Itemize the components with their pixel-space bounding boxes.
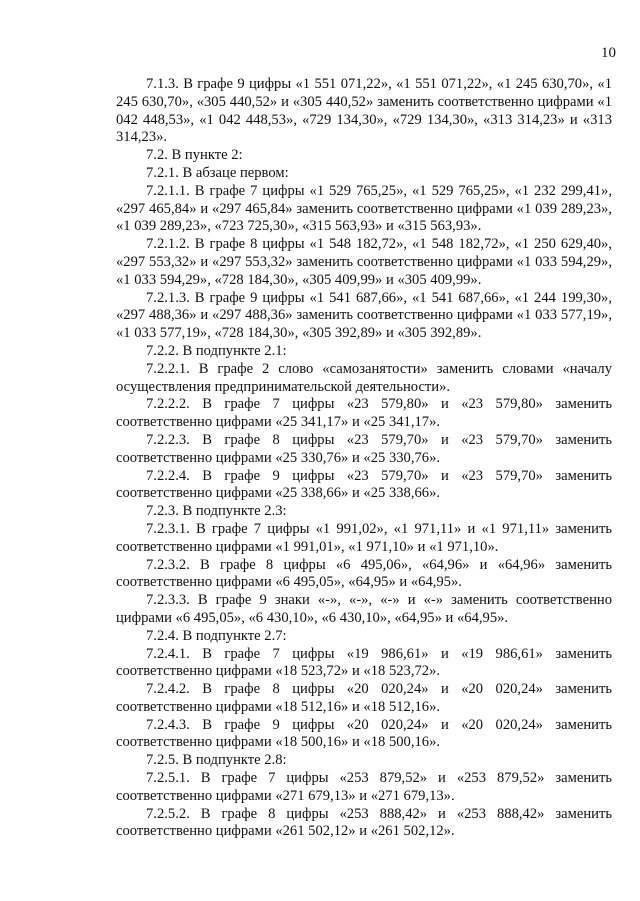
paragraph-7-1-3: 7.1.3. В графе 9 цифры «1 551 071,22», «1 551 071,22», «1 245 630,70», «1 245 630,70», «305 440,52» и «305 440,52» заменить соответственно цифрами «1 042 448,53», «1 042 448,53», «729 134,30», «729 134,30», «313 314,23» и «313 314,23».	[116, 76, 612, 146]
paragraph-7-2-1-2: 7.2.1.2. В графе 8 цифры «1 548 182,72», «1 548 182,72», «1 250 629,40», «297 553,32» и «297 553,32» заменить соответственно цифрами «1 033 594,29», «1 033 594,29», «728 184,30», «305 409,99» и «305 409,99».	[116, 236, 612, 288]
paragraph-7-2-5-2: 7.2.5.2. В графе 8 цифры «253 888,42» и «253 888,42» заменить соответственно цифрами «261 502,12» и «261 502,12».	[116, 805, 612, 840]
paragraph-7-2-2: 7.2.2. В подпункте 2.1:	[146, 342, 287, 359]
paragraph-7-2-2-4: 7.2.2.4. В графе 9 цифры «23 579,70» и «23 579,70» заменить соответственно цифрами «25 338,66» и «25 338,66».	[116, 467, 612, 502]
paragraph-7-2-5: 7.2.5. В подпункте 2.8:	[146, 752, 287, 769]
paragraph-7-2-2-1: 7.2.2.1. В графе 2 слово «самозанятости» заменить словами «началу осуществления предпринимательской деятельности».	[116, 360, 612, 395]
paragraph-7-2-3-1: 7.2.3.1. В графе 7 цифры «1 991,02», «1 971,11» и «1 971,11» заменить соответственно цифрами «1 991,01», «1 971,10» и «1 971,10».	[116, 520, 612, 555]
paragraph-7-2-4-2: 7.2.4.2. В графе 8 цифры «20 020,24» и «20 020,24» заменить соответственно цифрами «18 512,16» и «18 512,16».	[116, 681, 612, 715]
document-body	[116, 76, 612, 841]
paragraph-7-2-5-1: 7.2.5.1. В графе 7 цифры «253 879,52» и «253 879,52» заменить соответственно цифрами «271 679,13» и «271 679,13».	[116, 770, 612, 804]
paragraph-7-2-3: 7.2.3. В подпункте 2.3:	[146, 503, 287, 520]
paragraph-7-2: 7.2. В пункте 2:	[146, 147, 243, 164]
paragraph-7-2-3-2: 7.2.3.2. В графе 8 цифры «6 495,06», «64,96» и «64,96» заменить соответственно цифрами «6 495,05», «64,95» и «64,95».	[116, 556, 612, 591]
paragraph-7-2-1-1: 7.2.1.1. В графе 7 цифры «1 529 765,25», «1 529 765,25», «1 232 299,41», «297 465,84» и «297 465,84» заменить соответственно цифрами «1 039 289,23», «1 039 289,23», «723 725,30», «315 563,93» и «315 563,93».	[116, 182, 612, 235]
paragraph-7-2-4-1: 7.2.4.1. В графе 7 цифры «19 986,61» и «19 986,61» заменить соответственно цифрами «18 523,72» и «18 523,72».	[116, 645, 612, 680]
paragraph-7-2-1: 7.2.1. В абзаце первом:	[146, 164, 289, 181]
paragraph-7-2-2-3: 7.2.2.3. В графе 8 цифры «23 579,70» и «23 579,70» заменить соответственно цифрами «25 330,76» и «25 330,76».	[116, 431, 612, 466]
paragraph-7-2-1-3: 7.2.1.3. В графе 9 цифры «1 541 687,66», «1 541 687,66», «1 244 199,30», «297 488,36» и «297 488,36» заменить соответственно цифрами «1 033 577,19», «1 033 577,19», «728 184,30», «305 392,89» и «305 392,89».	[116, 289, 612, 342]
paragraph-7-2-3-3: 7.2.3.3. В графе 9 знаки «-», «-», «-» и «-» заменить соответственно цифрами «6 495,05», «6 430,10», «6 430,10», «64,95» и «64,95».	[116, 592, 612, 626]
page-number: 10	[601, 45, 616, 61]
paragraph-7-2-4: 7.2.4. В подпункте 2.7:	[146, 627, 287, 644]
paragraph-7-2-2-2: 7.2.2.2. В графе 7 цифры «23 579,80» и «23 579,80» заменить соответственно цифрами «25 341,17» и «25 341,17».	[116, 396, 612, 431]
paragraph-7-2-4-3: 7.2.4.3. В графе 9 цифры «20 020,24» и «20 020,24» заменить соответственно цифрами «18 500,16» и «18 500,16».	[116, 716, 612, 751]
